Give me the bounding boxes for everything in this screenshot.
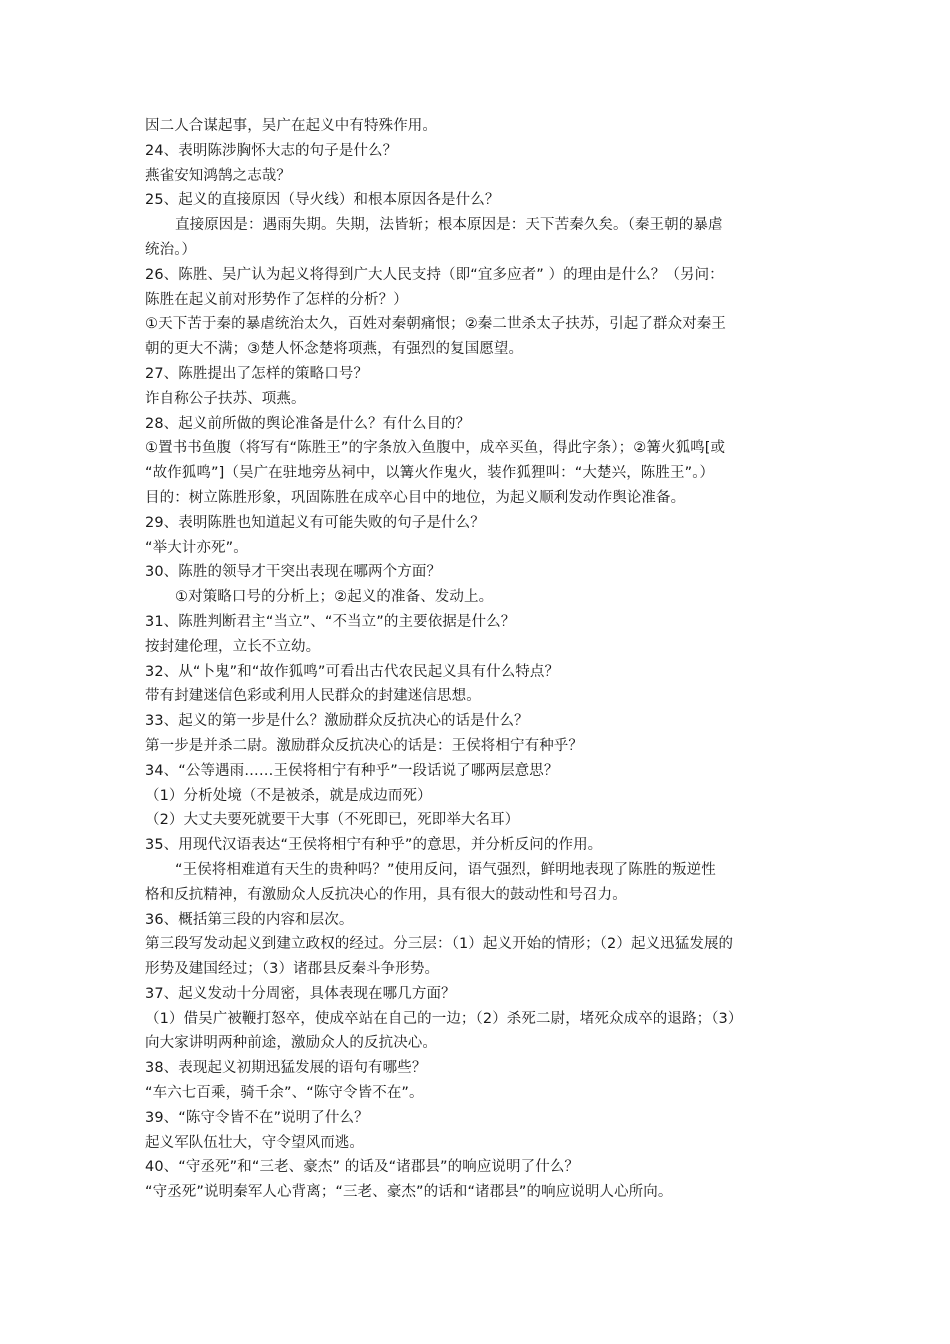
text-line: 33、起义的第一步是什么？激励群众反抗决心的话是什么？ [145, 713, 529, 730]
text-line: “王侯将相难道有天生的贵种吗？”使用反问，语气强烈，鲜明地表现了陈胜的叛逆性 [175, 861, 716, 878]
text-line: “车六七百乘，骑千余”、“陈守令皆不在”。 [145, 1085, 424, 1102]
text-line: 31、陈胜判断君主“当立”、“不当立”的主要依据是什么？ [145, 613, 516, 630]
text-line: “故作狐鸣”]（吴广在驻地旁丛祠中，以篝火作鬼火，装作狐狸叫：“大楚兴，陈胜王”。） [145, 465, 715, 482]
text-line: 29、表明陈胜也知道起义有可能失败的句子是什么？ [145, 514, 485, 531]
text-line: 28、起义前所做的舆论准备是什么？有什么目的？ [145, 415, 471, 432]
text-line: “守丞死”说明秦军人心背离；“三老、豪杰”的话和“诸郡县”的响应说明人心所向。 [145, 1184, 673, 1201]
text-line: 朝的更大不满；③楚人怀念楚将项燕，有强烈的复国愿望。 [145, 341, 524, 358]
text-line: 第一步是并杀二尉。激励群众反抗决心的话是：王侯将相宁有种乎？ [145, 737, 583, 754]
text-line: 向大家讲明两种前途，激励众人的反抗决心。 [145, 1035, 437, 1052]
text-line: ①置书书鱼腹（将写有“陈胜王”的字条放入鱼腹中，成卒买鱼，得此字条）；②篝火狐鸣[或 [145, 440, 726, 457]
text-line: 26、陈胜、吴广认为起义将得到广大人民支持（即“宜多应者” ）的理由是什么？（另问： [145, 266, 724, 283]
text-line: 按封建伦理，立长不立幼。 [145, 638, 321, 655]
text-line: 32、从“卜鬼”和“故作狐鸣”可看出古代农民起义具有什么特点？ [145, 663, 560, 680]
text-line: 起义军队伍壮大，守令望风而逃。 [145, 1134, 364, 1151]
text-line: 27、陈胜提出了怎样的策略口号？ [145, 365, 369, 382]
text-line: 目的：树立陈胜形象，巩固陈胜在成卒心目中的地位，为起义顺利发动作舆论准备。 [145, 489, 686, 506]
text-line: 第三段写发动起义到建立政权的经过。分三层：（1）起义开始的情形；（2）起义迅猛发展的 [145, 936, 734, 953]
text-line: 诈自称公子扶苏、项燕。 [145, 390, 306, 407]
text-line: 38、表现起义初期迅猛发展的语句有哪些？ [145, 1060, 427, 1077]
text-line: “举大计亦死”。 [145, 539, 248, 556]
text-line: 陈胜在起义前对形势作了怎样的分析？） [145, 291, 408, 308]
text-line: 40、“守丞死”和“三老、豪杰” 的话及“诸郡县”的响应说明了什么？ [145, 1159, 580, 1176]
text-line: 30、陈胜的领导才干突出表现在哪两个方面？ [145, 564, 442, 581]
text-line: ①天下苦于秦的暴虐统治太久，百姓对秦朝痛恨；②秦二世杀太子扶苏，引起了群众对秦王 [145, 316, 726, 333]
text-line: 统治。） [145, 241, 197, 258]
text-line: 24、表明陈涉胸怀大志的句子是什么？ [145, 142, 398, 159]
text-line: 因二人合谋起事，吴广在起义中有特殊作用。 [145, 118, 437, 134]
text-line: （2）大丈夫要死就要干大事（不死即已，死即举大名耳） [145, 812, 520, 829]
text-line: 35、用现代汉语表达“王侯将相宁有种乎”的意思，并分析反问的作用。 [145, 837, 603, 854]
text-line: 燕雀安知鸿鹄之志哉？ [145, 167, 291, 184]
document-page [145, 114, 815, 1205]
text-line: ①对策略口号的分析上；②起义的准备、发动上。 [175, 589, 494, 606]
text-line: （1）分析处境（不是被杀，就是成边而死） [145, 787, 432, 804]
text-line: 带有封建迷信色彩或利用人民群众的封建迷信思想。 [145, 688, 481, 705]
text-line: 格和反抗精神，有激励众人反抗决心的作用，具有很大的鼓动性和号召力。 [145, 886, 627, 903]
text-line: 36、概括第三段的内容和层次。 [145, 911, 354, 928]
text-line: 34、“公等遇雨……王侯将相宁有种乎”一段话说了哪两层意思？ [145, 762, 559, 779]
text-line: 直接原因是：遇雨失期。失期，法皆斩；根本原因是：天下苦秦久矣。（秦王朝的暴虐 [175, 217, 723, 234]
text-line: 37、起义发动十分周密，具体表现在哪几方面？ [145, 985, 456, 1002]
text-line: 39、“陈守令皆不在”说明了什么？ [145, 1109, 369, 1126]
text-line: 形势及建国经过；（3）诸郡县反秦斗争形势。 [145, 961, 440, 978]
text-line: （1）借吴广被鞭打怒卒，使成卒站在自己的一边；（2）杀死二尉，堵死众成卒的退路；（3） [145, 1010, 743, 1027]
text-line: 25、起义的直接原因（导火线）和根本原因各是什么？ [145, 192, 500, 209]
